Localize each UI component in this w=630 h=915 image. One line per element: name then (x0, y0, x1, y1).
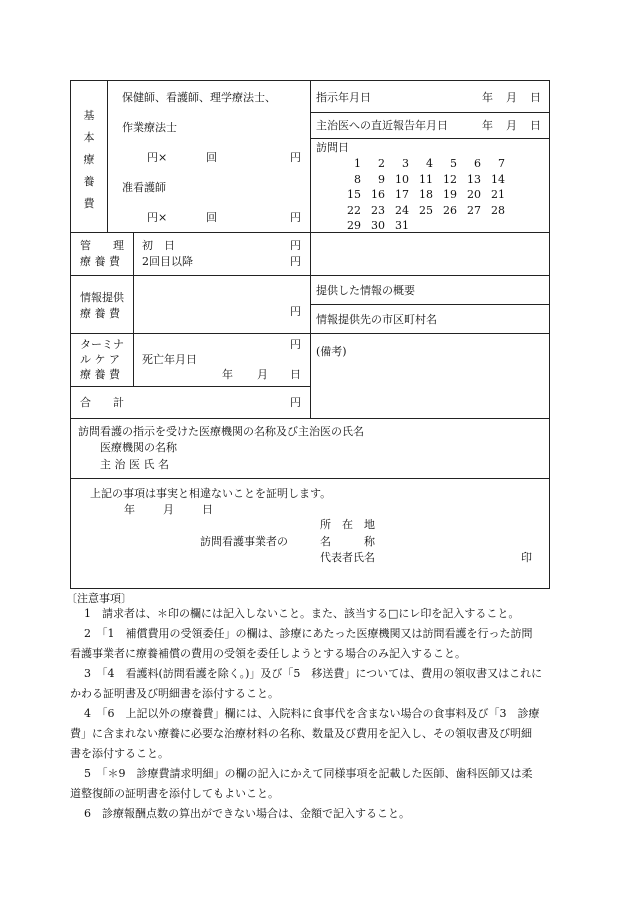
report-month: 月 (506, 119, 517, 132)
instruction-day: 日 (530, 91, 541, 104)
management-label-line2: 療 養 費 (80, 255, 120, 268)
visit-day: 15 (347, 188, 361, 201)
visit-day: 20 (467, 188, 481, 201)
note-item-4a: 4 「6 上記以外の療養費」欄には、入院料に食事代を含まない場合の食事料及び「3 診療 (84, 707, 540, 720)
row-divider-institution (70, 478, 549, 479)
death-year: 年 (222, 368, 233, 381)
assistant-yen: 円 (290, 211, 301, 224)
visit-days-label: 訪問日 (316, 141, 349, 154)
visit-day: 9 (378, 173, 385, 186)
visit-day: 2 (378, 157, 385, 170)
assistant-times: 回 (206, 211, 217, 224)
cert-address-label: 所 在 地 (320, 518, 375, 531)
visit-day: 23 (371, 204, 385, 217)
management-label-line1: 管 理 (80, 239, 124, 252)
visit-day: 27 (467, 204, 481, 217)
total-label: 合 計 (80, 396, 124, 409)
visit-day: 28 (491, 204, 505, 217)
provided-info-summary: 提供した情報の概要 (316, 284, 415, 297)
visit-day: 21 (491, 188, 505, 201)
cert-seal: 印 (521, 551, 532, 564)
nurse-types-line1: 保健師、看護師、理学療法士、 (122, 91, 276, 104)
note-item-6: 6 診療報酬点数の算出ができない場合は、金額で記入すること。 (84, 807, 410, 820)
notes-list (70, 604, 560, 824)
visit-day: 18 (419, 188, 433, 201)
report-year: 年 (482, 119, 493, 132)
note-item-2b: 看護事業者に療養補償の費用の受領を委任しようとする場合のみ記入すること。 (70, 647, 466, 660)
visit-day: 22 (347, 204, 361, 217)
visit-day: 10 (395, 173, 409, 186)
cert-provider-label: 訪問看護事業者の (200, 535, 288, 548)
note-item-1: 1 請求者は、＊印の欄には記入しないこと。また、該当する□にレ印を記入すること。 (84, 607, 520, 620)
col-divider-label-lower (133, 232, 134, 387)
death-day: 日 (290, 368, 301, 381)
cert-day: 日 (202, 503, 213, 516)
total-yen: 円 (290, 396, 301, 409)
doctor-name-label: 主 治 医 氏 名 (100, 458, 169, 471)
visit-day: 25 (419, 204, 433, 217)
note-item-3a: 3 「4 看護料(訪問看護を除く。)」及び「5 移送費」については、費用の領収書又はこれに (84, 667, 543, 680)
col-divider-label (107, 80, 108, 233)
nurse-yen-times: 円× (147, 151, 168, 164)
cert-year: 年 (124, 503, 135, 516)
notes-heading: 〔注意事項〕 (66, 592, 132, 605)
visit-day: 3 (402, 157, 409, 170)
visit-day: 6 (474, 157, 481, 170)
note-item-4b: 費」に含まれない療養に必要な治療材料の名称、数量及び費用を記入し、その領収書及び明細 (70, 727, 532, 740)
report-date-label: 主治医への直近報告年月日 (316, 119, 448, 132)
death-date-label: 死亡年月日 (142, 353, 197, 366)
note-item-3b: かわる証明書及び明細書を添付すること。 (70, 687, 279, 700)
note-item-5a: 5 「＊9 診療費請求明細」の欄の記入にかえて同様事項を記載した医師、歯科医師又は柔 (84, 767, 533, 780)
col-divider-middle (310, 80, 311, 419)
death-month: 月 (257, 368, 268, 381)
visit-day: 11 (419, 173, 433, 186)
row-divider-terminal (70, 386, 310, 387)
visit-day: 1 (354, 157, 361, 170)
divider-info-summary (310, 304, 549, 305)
cert-month: 月 (163, 503, 174, 516)
visit-day: 30 (371, 219, 385, 232)
info-municipality: 情報提供先の市区町村名 (316, 313, 437, 326)
note-item-4c: 書を添付すること。 (70, 747, 169, 760)
institution-heading: 訪問看護の指示を受けた医療機関の名称及び主治医の氏名 (78, 425, 364, 438)
cert-name-label: 名 称 (320, 535, 375, 548)
visit-day: 14 (491, 173, 505, 186)
visit-day: 5 (450, 157, 457, 170)
management-second-day: 2回目以降 (142, 255, 193, 268)
basic-fee-label: 基 本 療 養 費 (83, 109, 95, 210)
terminal-yen: 円 (290, 338, 301, 351)
terminal-label-line1: ターミナ (80, 338, 124, 351)
info-label-line1: 情報提供 (80, 291, 124, 304)
divider-instruction-date (310, 112, 549, 113)
management-first-day: 初 日 (142, 239, 175, 252)
terminal-label-line2: ル ケ ア (80, 353, 120, 366)
visit-day: 8 (354, 173, 361, 186)
visit-day: 17 (395, 188, 409, 201)
info-yen: 円 (290, 305, 301, 318)
visit-day: 13 (467, 173, 481, 186)
management-second-yen: 円 (290, 255, 301, 268)
institution-name-label: 医療機関の名称 (100, 441, 177, 454)
instruction-year: 年 (482, 91, 493, 104)
visit-day: 24 (395, 204, 409, 217)
certification-statement: 上記の事項は事実と相違ないことを証明します。 (90, 487, 332, 500)
note-item-5b: 道整復師の証明書を添付してもよいこと。 (70, 787, 279, 800)
visit-day: 12 (443, 173, 457, 186)
assistant-yen-times: 円× (147, 211, 168, 224)
visit-day: 19 (443, 188, 457, 201)
visit-day: 31 (395, 219, 409, 232)
divider-report-date (310, 138, 549, 139)
remarks-label: (備考) (316, 345, 347, 358)
info-label-line2: 療 養 費 (80, 307, 120, 320)
nurse-types-line2: 作業療法士 (122, 121, 177, 134)
instruction-month: 月 (506, 91, 517, 104)
nurse-yen: 円 (290, 151, 301, 164)
visit-day: 4 (426, 157, 433, 170)
note-item-2a: 2 「1 補償費用の受領委任」の欄は、診療にあたった医療機関又は訪問看護を行った訪問 (84, 627, 533, 640)
terminal-label-line3: 療 養 費 (80, 368, 120, 381)
visit-day: 26 (443, 204, 457, 217)
visit-day: 29 (347, 219, 361, 232)
assistant-nurse: 准看護師 (122, 181, 166, 194)
instruction-date-label: 指示年月日 (316, 91, 371, 104)
nurse-times: 回 (206, 151, 217, 164)
visit-day: 16 (371, 188, 385, 201)
management-first-yen: 円 (290, 239, 301, 252)
visit-day: 7 (498, 157, 505, 170)
report-day: 日 (530, 119, 541, 132)
cert-representative-label: 代表者氏名 (320, 551, 375, 564)
